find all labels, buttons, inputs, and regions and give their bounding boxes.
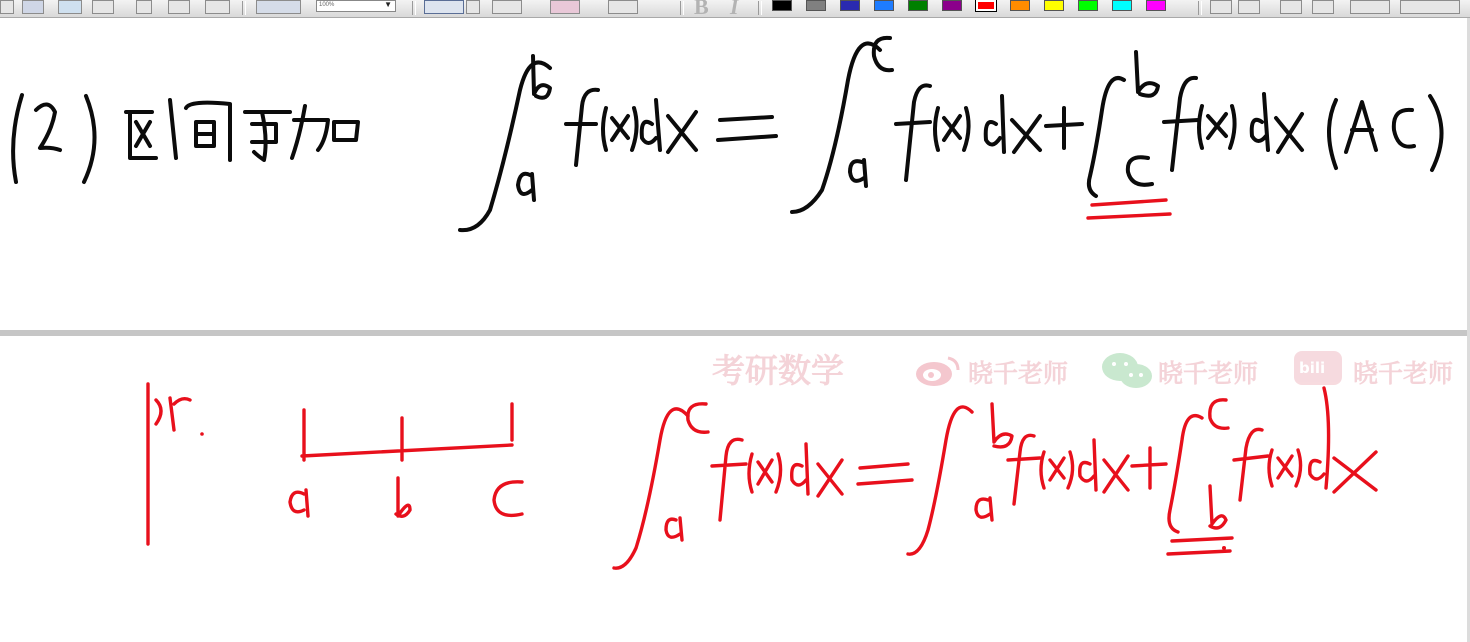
ink-stroke-a-5 bbox=[976, 498, 992, 520]
ink-stroke-integral-4 bbox=[614, 409, 688, 568]
ink-stroke-char-1 bbox=[126, 112, 156, 158]
ink-stroke-integral-3 bbox=[1089, 78, 1124, 196]
ink-stroke-b-3 bbox=[1136, 52, 1158, 96]
watermark-weibo-name: 晓千老师 bbox=[968, 359, 1069, 388]
ink-stroke-char-4 bbox=[292, 106, 358, 158]
ink-stroke-digit-2 bbox=[36, 104, 60, 150]
watermark-bilibili-name: 晓千老师 bbox=[1353, 359, 1454, 388]
ink-stroke-x-1 bbox=[603, 108, 637, 150]
red-ink bbox=[148, 200, 1376, 568]
ink-stroke-a-1 bbox=[518, 174, 534, 200]
ink-stroke-dx-4 bbox=[792, 444, 842, 496]
ink-stroke-underline-1 bbox=[1088, 200, 1170, 218]
ink-stroke-f-5 bbox=[1008, 435, 1040, 504]
ink-stroke-dx-2 bbox=[986, 96, 1040, 152]
watermark-wechat-name: 晓千老师 bbox=[1158, 359, 1259, 388]
ink-stroke-plus bbox=[1046, 108, 1082, 148]
ink-stroke-x-3 bbox=[1199, 106, 1235, 148]
ink-stroke-label-a bbox=[290, 490, 308, 516]
ink-stroke-x-2 bbox=[935, 108, 969, 150]
ink-stroke-c-upper bbox=[874, 38, 892, 70]
watermark-title: 考研数学 bbox=[712, 351, 844, 390]
ink-stroke-f-2 bbox=[896, 85, 930, 180]
ink-stroke-f-4 bbox=[712, 439, 746, 520]
ink-stroke-b-6 bbox=[1210, 486, 1226, 528]
ink-stroke-equals bbox=[718, 117, 776, 140]
ink-stroke-a-2 bbox=[850, 160, 866, 186]
ink-stroke-dx-1 bbox=[642, 100, 696, 152]
ink-stroke-x-5 bbox=[1041, 452, 1073, 488]
ink-stroke-x-4 bbox=[749, 454, 781, 492]
ink-stroke-dx-6 bbox=[1310, 388, 1376, 492]
ink-stroke-char-2 bbox=[170, 100, 230, 160]
ink-stroke-a-4 bbox=[666, 518, 682, 540]
ink-stroke-integral-6 bbox=[1169, 416, 1202, 532]
ink-stroke-number-line bbox=[302, 404, 512, 460]
ink-stroke-paren-open bbox=[13, 95, 22, 182]
ink-stroke-proof-mark bbox=[148, 384, 190, 544]
ink-stroke-paren-close bbox=[84, 96, 95, 182]
bilibili-logo-text: bili bbox=[1299, 359, 1326, 377]
ink-stroke-b-5 bbox=[992, 404, 1012, 447]
ink-stroke-c-lower bbox=[1128, 157, 1152, 185]
ink-stroke-underline-2 bbox=[1168, 538, 1232, 554]
chevron-down-icon[interactable]: ▼ bbox=[384, 0, 392, 9]
ink-stroke-plus-2 bbox=[1132, 448, 1166, 488]
ink-stroke-label-c bbox=[494, 482, 522, 516]
ink-stroke-f-3 bbox=[1164, 78, 1198, 170]
ink-stroke-f-1 bbox=[566, 90, 598, 165]
italic-button[interactable]: I bbox=[730, 0, 739, 18]
ink-stroke-integral-5 bbox=[908, 407, 972, 554]
zoom-value: 100% bbox=[319, 2, 335, 8]
ink-stroke-label-b bbox=[396, 478, 410, 516]
ink-stroke-dx-5 bbox=[1080, 440, 1128, 492]
ink-stroke-x-6 bbox=[1269, 450, 1301, 486]
bold-button[interactable]: B bbox=[694, 0, 709, 18]
ink-stroke-char-3 bbox=[245, 112, 290, 160]
ink-stroke-f-6 bbox=[1234, 429, 1268, 500]
black-ink bbox=[13, 38, 1441, 230]
ink-stroke-c-top-4 bbox=[688, 404, 708, 432]
ink-stroke-c-top-6 bbox=[1210, 400, 1228, 428]
ink-stroke-forall-c bbox=[1329, 96, 1442, 170]
ink-stroke-equals-2 bbox=[858, 464, 912, 484]
ink-stroke-dx-3 bbox=[1252, 94, 1302, 152]
